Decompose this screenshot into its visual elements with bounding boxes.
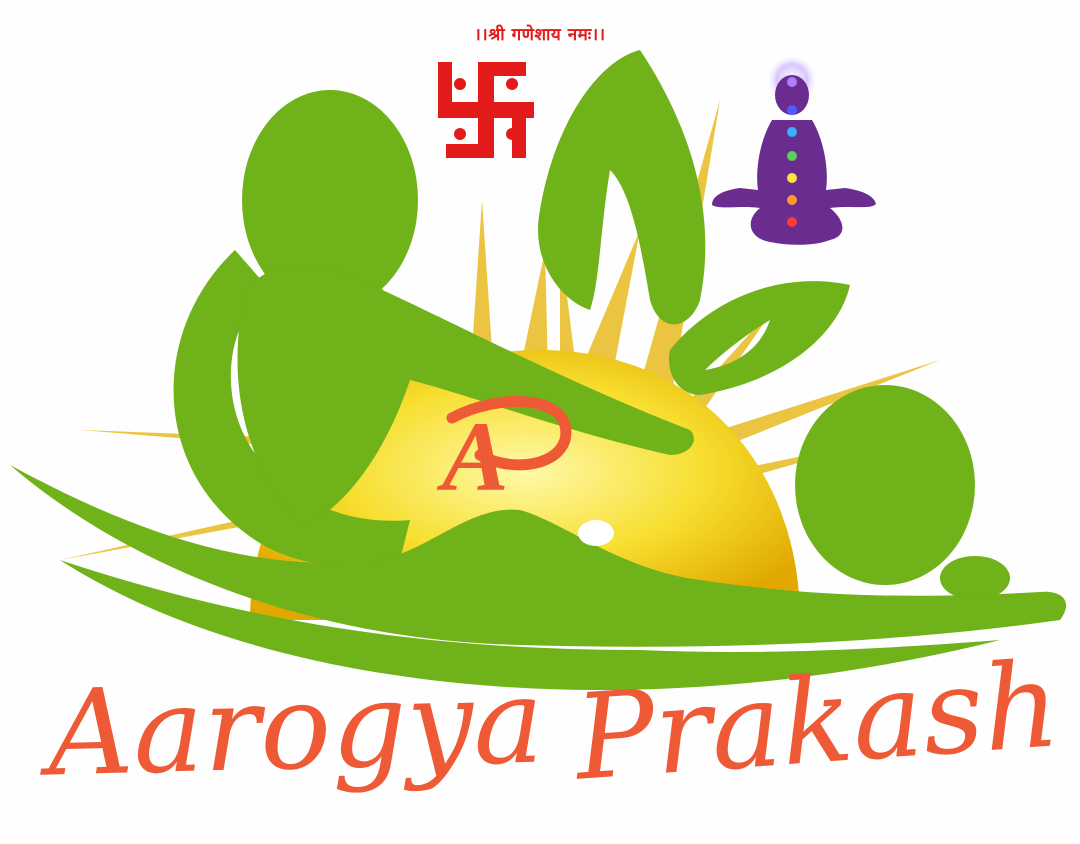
green-figures [10, 50, 1066, 690]
swastika-icon [438, 62, 534, 158]
brand-name [30, 635, 1064, 820]
monogram-a: A [442, 401, 509, 512]
brand-word-prakash: Prakash [570, 635, 1064, 807]
mantra-text: ।।श्री गणेशाय नमः।। [474, 25, 606, 45]
meditating-figure-chakra-icon [712, 54, 876, 245]
body-eye [578, 520, 614, 546]
brand-word-aarogya: Aarogya [46, 651, 546, 803]
